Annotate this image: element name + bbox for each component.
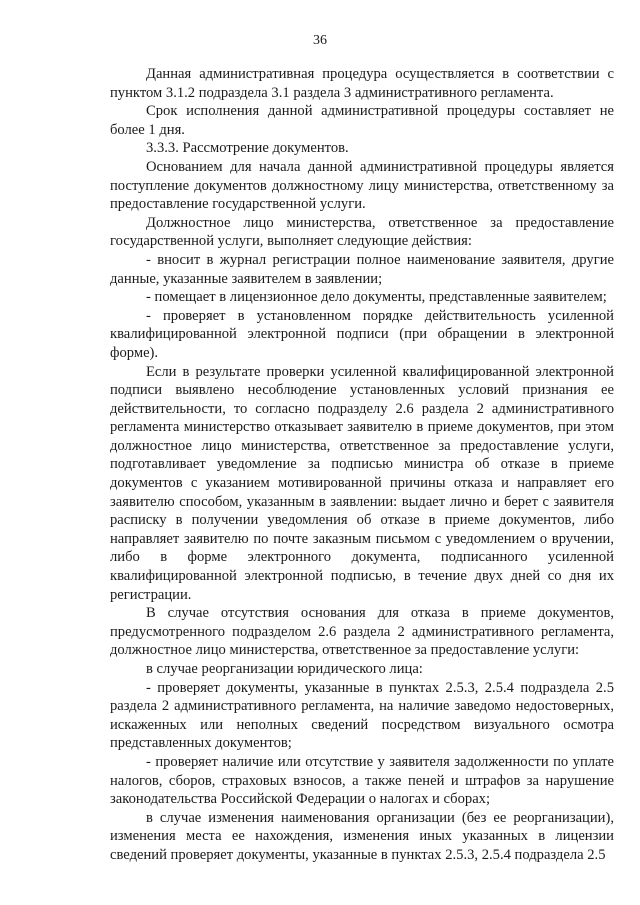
list-item: - проверяет в установленном порядке действительность усиленной квалифицированной электронной подписи (при обращении в электронной форме). <box>110 307 614 361</box>
paragraph: Должностное лицо министерства, ответственное за предоставление государственной услуги, выполняет следующие действия: <box>110 214 614 250</box>
list-item: - вносит в журнал регистрации полное наименование заявителя, другие данные, указанные заявителем в заявлении; <box>110 251 614 287</box>
list-item: - проверяет документы, указанные в пунктах 2.5.3, 2.5.4 подраздела 2.5 раздела 2 административного регламента, на наличие заведомо недостоверных, искаженных или неполных сведений посредством визуального осмотра представленных документов; <box>110 679 614 752</box>
list-item: - помещает в лицензионное дело документы, представленные заявителем; <box>146 289 607 306</box>
list-item: - проверяет наличие или отсутствие у заявителя задолженности по уплате налогов, сборов, страховых взносов, а также пеней и штрафов за нарушение законодательства Российской Федерации о налогах и сборах; <box>110 753 614 808</box>
paragraph: Данная административная процедура осуществляется в соответствии с пунктом 3.1.2 подраздела 3.1 раздела 3 административного регламента. <box>110 66 614 101</box>
paragraph: Основанием для начала данной административной процедуры является поступление документов должностному лицу министерства, ответственному за предоставление государственной услуги. <box>110 158 614 213</box>
paragraph: в случае реорганизации юридического лица: <box>146 661 423 677</box>
page-number: 36 <box>313 33 327 48</box>
document-body <box>110 65 614 865</box>
paragraph: В случае отсутствия основания для отказа в приеме документов, предусмотренного подразделом 2.6 раздела 2 административного регламента, должностное лицо министерства, ответственное за предоставление услуги: <box>110 605 614 659</box>
section-heading: 3.3.3. Рассмотрение документов. <box>146 140 349 157</box>
paragraph: в случае изменения наименования организации (без ее реорганизации), изменения места ее нахождения, изменения иных указанных в лицензии сведений проверяет документы, указанные в пунктах 2.5.3, 2.5.4 подраздела 2.5 <box>110 809 614 863</box>
paragraph: Срок исполнения данной административной процедуры составляет не более 1 дня. <box>110 103 614 138</box>
paragraph: Если в результате проверки усиленной квалифицированной электронной подписи выявлено несоблюдение установленных условий признания ее действительности, то согласно подразделу 2.6 раздела 2 административного регламента министерство отказывает заявителю в приеме документов, при этом должностное лицо министерства, ответственное за предоставление услуги, подготавливает уведомление за подписью министра об отказе в приеме документов с указанием мотивированной причины отказа и направляет его заявителю способом, указанным в заявлении: выдает лично и берет с заявителя расписку в получении уведомления об отказе в приеме документов, либо направляет заявителю по почте заказным письмом с уведомлением о вручении, либо в форме электронного документа, подписанного усиленной квалифицированной электронной подписью, в течение двух дней со дня их регистрации. <box>110 363 614 603</box>
